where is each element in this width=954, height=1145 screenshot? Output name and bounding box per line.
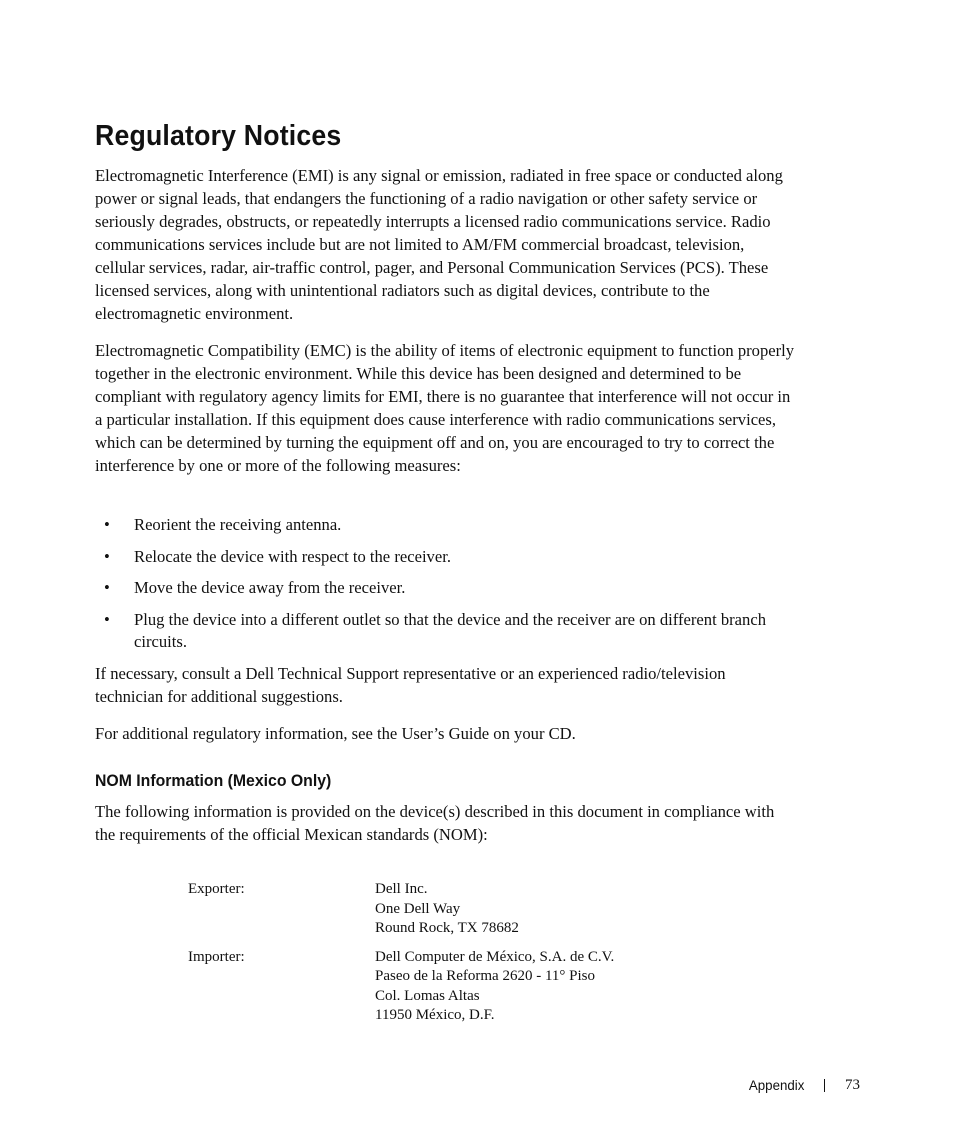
page-footer xyxy=(746,1075,860,1095)
measures-list xyxy=(95,514,795,662)
bullet-icon: • xyxy=(104,515,110,534)
additional-info-paragraph: For additional regulatory information, see the User’s Guide on your CD. xyxy=(95,724,576,743)
list-item-text: Reorient the receiving antenna. xyxy=(134,515,342,534)
exporter-label: Exporter: xyxy=(188,881,245,897)
address-line: Col. Lomas Altas xyxy=(375,987,480,1004)
address-line: Dell Inc. xyxy=(375,881,428,897)
exporter-address xyxy=(375,880,519,939)
nom-table xyxy=(188,880,614,1035)
footer-separator xyxy=(824,1079,825,1092)
list-item-text: Relocate the device with respect to the receiver. xyxy=(134,546,451,566)
importer-row xyxy=(188,948,614,1026)
nom-heading: NOM Information (Mexico Only) xyxy=(95,771,332,790)
list-item xyxy=(95,514,795,536)
emi-paragraph: Electromagnetic Interference (EMI) is any signal or emission, radiated in free space or conducted along power or signal leads, that endangers the functioning of a radio navigation or other safety service or seriously degrades, obstructs, or repeatedly interrupts a licensed radio communications service. Radio communications services include but are not limited to AM/FM commercial broadcast, television, cellular services, radar, air-traffic control, pager, and Personal Communication Services (PCS). These licensed services, along with unintentional radiators such as digital devices, contribute to the electromagnetic environment. xyxy=(95,166,783,323)
page-number: 73 xyxy=(845,1077,860,1093)
address-line: One Dell Way xyxy=(375,900,461,917)
address-line: 11950 México, D.F. xyxy=(375,1007,495,1023)
importer-label: Importer: xyxy=(188,948,245,965)
list-item xyxy=(95,577,795,599)
list-item-text: Plug the device into a different outlet so that the device and the receiver are on different branch circuits. xyxy=(134,609,766,651)
list-item xyxy=(95,609,795,653)
address-line: Paseo de la Reforma 2620 - 11° Piso xyxy=(375,968,595,984)
footer-section-name: Appendix xyxy=(748,1077,804,1093)
emc-paragraph: Electromagnetic Compatibility (EMC) is the ability of items of electronic equipment to function properly together in the electronic environment. While this device has been designed and determined to be compliant with regulatory agency limits for EMI, there is no guarantee that interference will not occur in a particular installation. If this equipment does cause interference with radio communications services, which can be determined by turning the equipment off and on, you are encouraged to try to correct the interference by one or more of the following measures: xyxy=(95,341,795,475)
consult-paragraph: If necessary, consult a Dell Technical Support representative or an experienced radio/television technician for additional suggestions. xyxy=(95,664,726,706)
bullet-icon: • xyxy=(104,546,110,566)
bullet-icon: • xyxy=(104,609,110,629)
bullet-icon: • xyxy=(104,578,110,597)
address-line: Round Rock, TX 78682 xyxy=(375,920,519,936)
list-item xyxy=(95,546,795,568)
list-item-text: Move the device away from the receiver. xyxy=(134,578,406,597)
page-title: Regulatory Notices xyxy=(95,120,342,152)
exporter-row xyxy=(188,880,614,939)
importer-address xyxy=(375,948,614,1026)
address-line: Dell Computer de México, S.A. de C.V. xyxy=(375,948,615,965)
nom-paragraph: The following information is provided on the device(s) described in this document in compliance with the requirements of the official Mexican standards (NOM): xyxy=(95,802,775,844)
